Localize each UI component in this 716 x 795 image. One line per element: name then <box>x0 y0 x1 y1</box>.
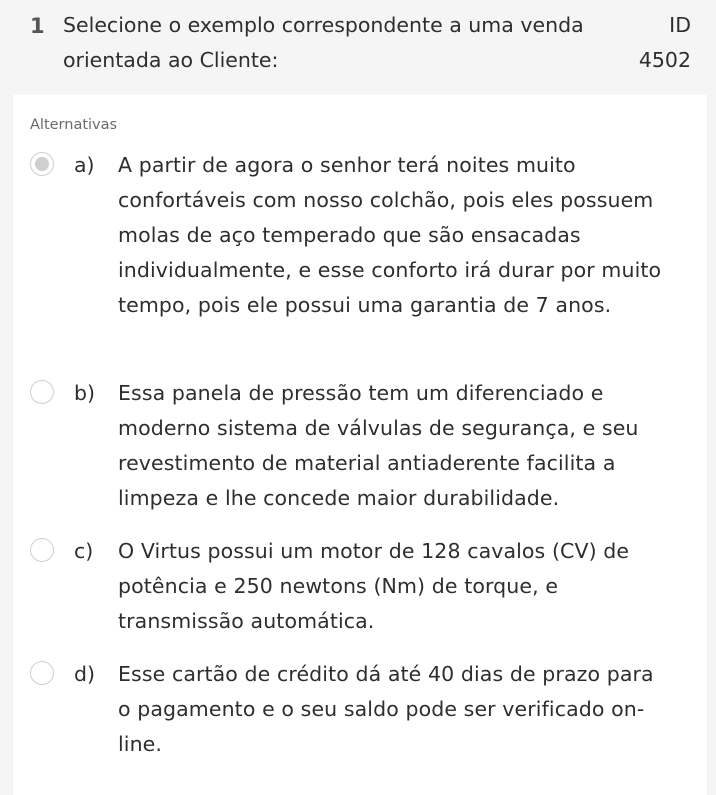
question-header <box>0 0 716 94</box>
question-id-label: ID <box>669 13 691 37</box>
option-b-radio[interactable] <box>30 380 54 404</box>
option-c-letter: c) <box>74 539 94 563</box>
alternatives-card <box>13 95 707 795</box>
alternatives-label: Alternativas <box>30 117 118 133</box>
option-b-text: Essa panela de pressão tem um diferenciado e moderno sistema de válvulas de segurança, e seu revestimento de material antiaderente facilita a limpeza e lhe concede maior durabilidade. <box>118 381 639 510</box>
question-text: Selecione o exemplo correspondente a uma venda orientada ao Cliente: <box>63 13 584 72</box>
question-id <box>639 8 691 78</box>
option-d-text: Esse cartão de crédito dá até 40 dias de prazo para o pagamento e o seu saldo pode ser verificado on-line. <box>118 662 654 756</box>
option-d-radio[interactable] <box>30 661 54 685</box>
option-a-text: A partir de agora o senhor terá noites muito confortáveis com nosso colchão, pois eles possuem molas de aço temperado que são ensacadas individualmente, e esse conforto irá durar por muito tempo, pois ele possui uma garantia de 7 anos. <box>118 153 662 317</box>
option-d-letter: d) <box>74 662 96 686</box>
question-number: 1 <box>30 14 45 38</box>
option-b-letter: b) <box>74 381 96 405</box>
question-id-value: 4502 <box>638 48 691 72</box>
option-a-radio[interactable] <box>30 152 54 176</box>
option-c-text: O Virtus possui um motor de 128 cavalos (CV) de potência e 250 newtons (Nm) de torque, e transmissão automática. <box>118 539 630 633</box>
option-a-letter: a) <box>74 153 95 177</box>
option-c-radio[interactable] <box>30 538 54 562</box>
